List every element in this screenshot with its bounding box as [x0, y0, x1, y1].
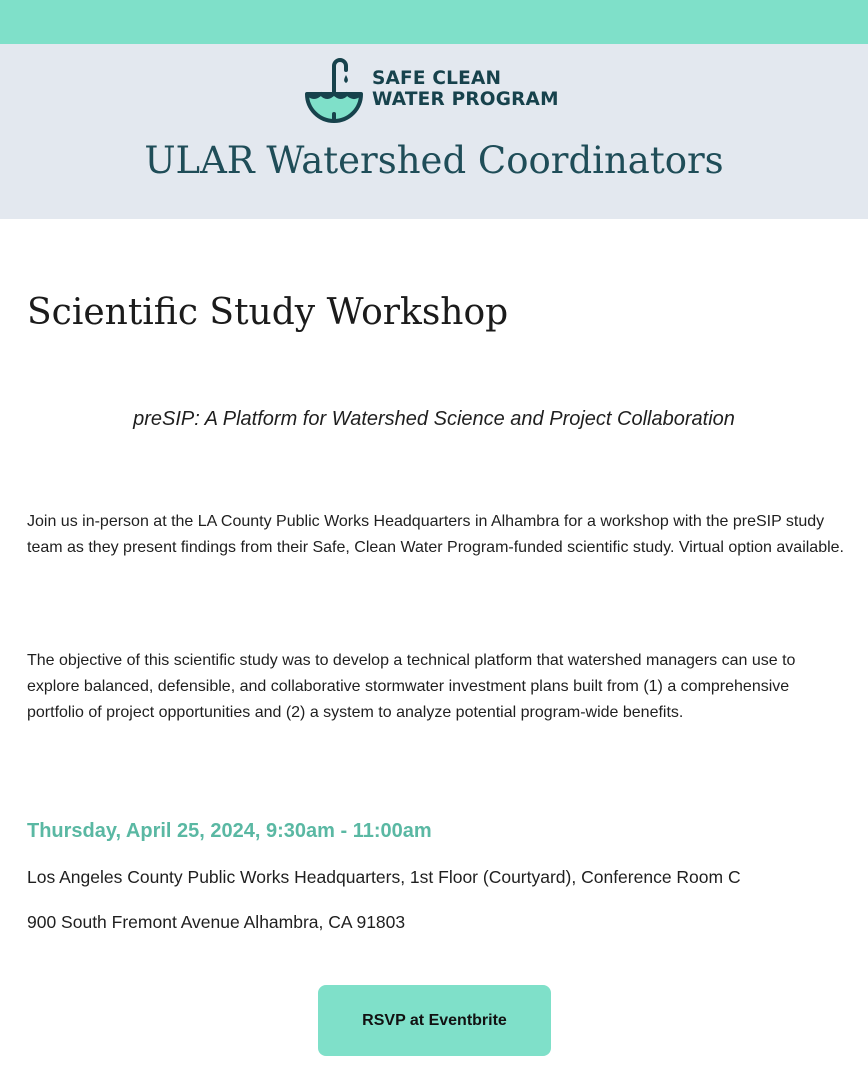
logo-line-2: WATER PROGRAM [372, 89, 559, 110]
rsvp-button[interactable]: RSVP at Eventbrite [318, 985, 551, 1056]
event-address: 900 South Fremont Avenue Alhambra, CA 91803 [27, 912, 406, 932]
logo-line-1: SAFE CLEAN [372, 68, 502, 89]
safe-clean-water-logo[interactable] [304, 56, 566, 126]
page-title: Scientific Study Workshop [27, 292, 509, 333]
top-accent-bar [0, 0, 868, 44]
objective-paragraph: The objective of this scientific study was to develop a technical platform that watershed managers can use to explore balanced, defensible, and collaborative stormwater investment plans built from (1) a comprehensive portfolio of project opportunities and (2) a system to analyze potential program-wide benefits. [27, 652, 796, 721]
intro-paragraph: Join us in-person at the LA County Public Works Headquarters in Alhambra for a workshop with the preSIP study team as they present findings from their Safe, Clean Water Program-funded scientific study. Virtual option available. [27, 513, 844, 556]
event-datetime: Thursday, April 25, 2024, 9:30am - 11:00am [27, 820, 432, 842]
workshop-subtitle: preSIP: A Platform for Watershed Science and Project Collaboration [133, 408, 735, 430]
event-location: Los Angeles County Public Works Headquarters, 1st Floor (Courtyard), Conference Room C [27, 867, 741, 887]
logo-wordmark [372, 68, 559, 110]
header-title: ULAR Watershed Coordinators [144, 139, 724, 182]
umbrella-faucet-icon [304, 56, 364, 126]
